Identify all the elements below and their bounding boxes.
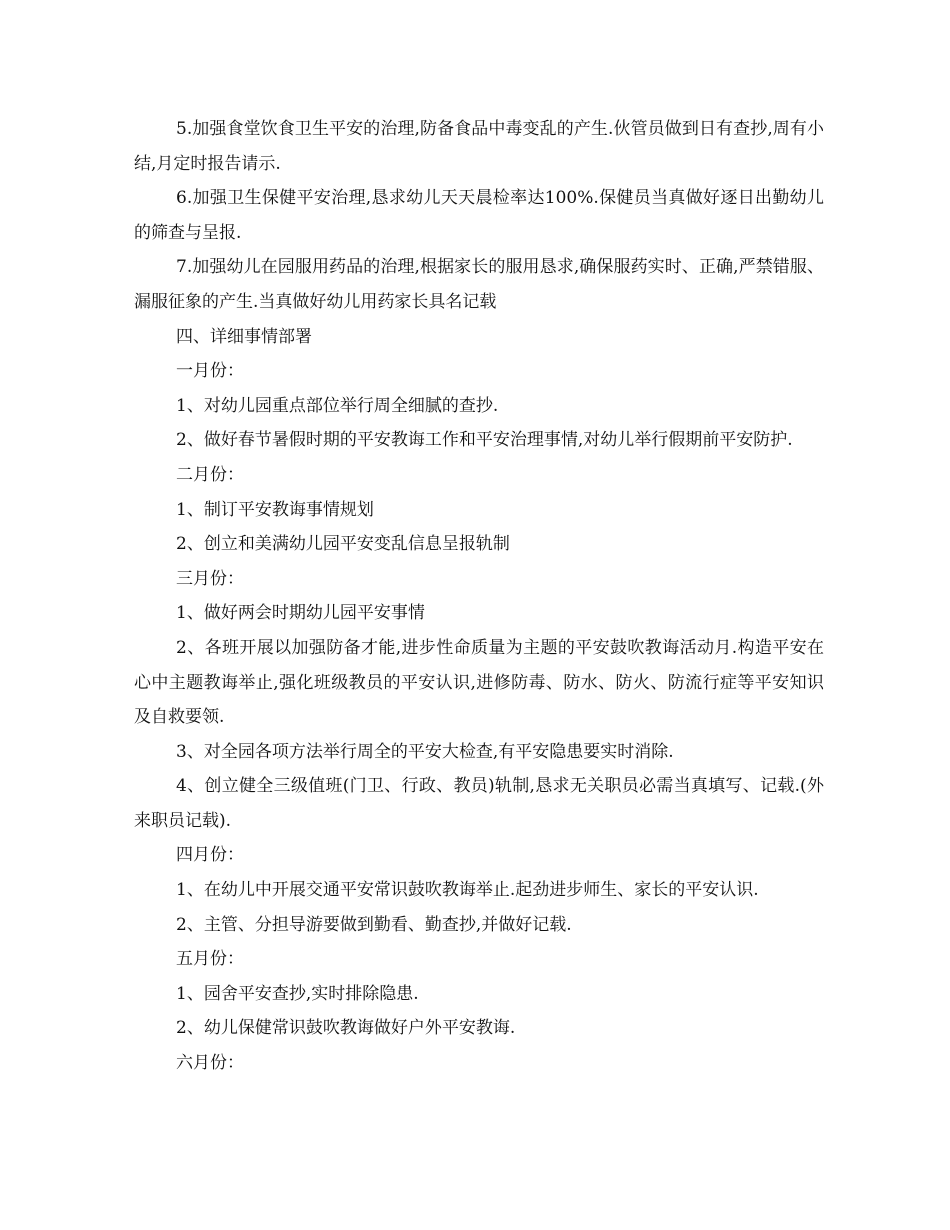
month-heading-may: 五月份： bbox=[176, 949, 244, 970]
month-heading-february: 二月份： bbox=[176, 464, 244, 485]
list-item: 2、主管、分担导游要做到勤看、勤查抄,并做好记载. bbox=[176, 914, 572, 935]
paragraph-health-safety: 6.加强卫生保健平安治理,恳求幼儿天天晨检率达100%.保健员当真做好逐日出勤幼儿的筛查与呈报. bbox=[134, 188, 824, 243]
month-heading-april: 四月份： bbox=[176, 845, 244, 866]
list-item: 2、各班开展以加强防备才能,进步性命质量为主题的平安鼓吹教诲活动月.构造平安在心中主题教诲举止,强化班级教员的平安认识,进修防毒、防水、防火、防流行症等平安知识及自救要领. bbox=[134, 637, 824, 728]
month-heading-january: 一月份： bbox=[176, 361, 244, 382]
list-item: 2、做好春节暑假时期的平安教诲工作和平安治理事情,对幼儿举行假期前平安防护. bbox=[176, 430, 793, 451]
document-body bbox=[134, 112, 824, 1081]
list-item: 1、在幼儿中开展交通平安常识鼓吹教诲举止.起劲进步师生、家长的平安认识. bbox=[176, 880, 759, 901]
list-item: 3、对全园各项方法举行周全的平安大检查,有平安隐患要实时消除. bbox=[176, 741, 674, 762]
list-item: 4、创立健全三级值班(门卫、行政、教员)轨制,恳求无关职员必需当真填写、记载.(外来职员记载). bbox=[134, 776, 824, 831]
month-heading-june: 六月份： bbox=[176, 1053, 244, 1074]
list-item: 1、园舍平安查抄,实时排除隐患. bbox=[176, 983, 419, 1004]
list-item: 2、幼儿保健常识鼓吹教诲做好户外平安教诲. bbox=[176, 1018, 516, 1039]
section-heading: 四、详细事情部署 bbox=[176, 326, 312, 347]
list-item: 1、制订平安教诲事情规划 bbox=[176, 499, 374, 520]
list-item: 1、对幼儿园重点部位举行周全细腻的查抄. bbox=[176, 395, 499, 416]
paragraph-canteen-safety: 5.加强食堂饮食卫生平安的治理,防备食品中毒变乱的产生.伙管员做到日有查抄,周有小结,月定时报告请示. bbox=[134, 119, 824, 174]
month-heading-march: 三月份： bbox=[176, 568, 244, 589]
list-item: 1、做好两会时期幼儿园平安事情 bbox=[176, 603, 425, 624]
list-item: 2、创立和美满幼儿园平安变乱信息呈报轨制 bbox=[176, 534, 510, 555]
paragraph-medication: 7.加强幼儿在园服用药品的治理,根据家长的服用恳求,确保服药实时、正确,严禁错服、漏服征象的产生.当真做好幼儿用药家长具名记载 bbox=[134, 257, 824, 312]
